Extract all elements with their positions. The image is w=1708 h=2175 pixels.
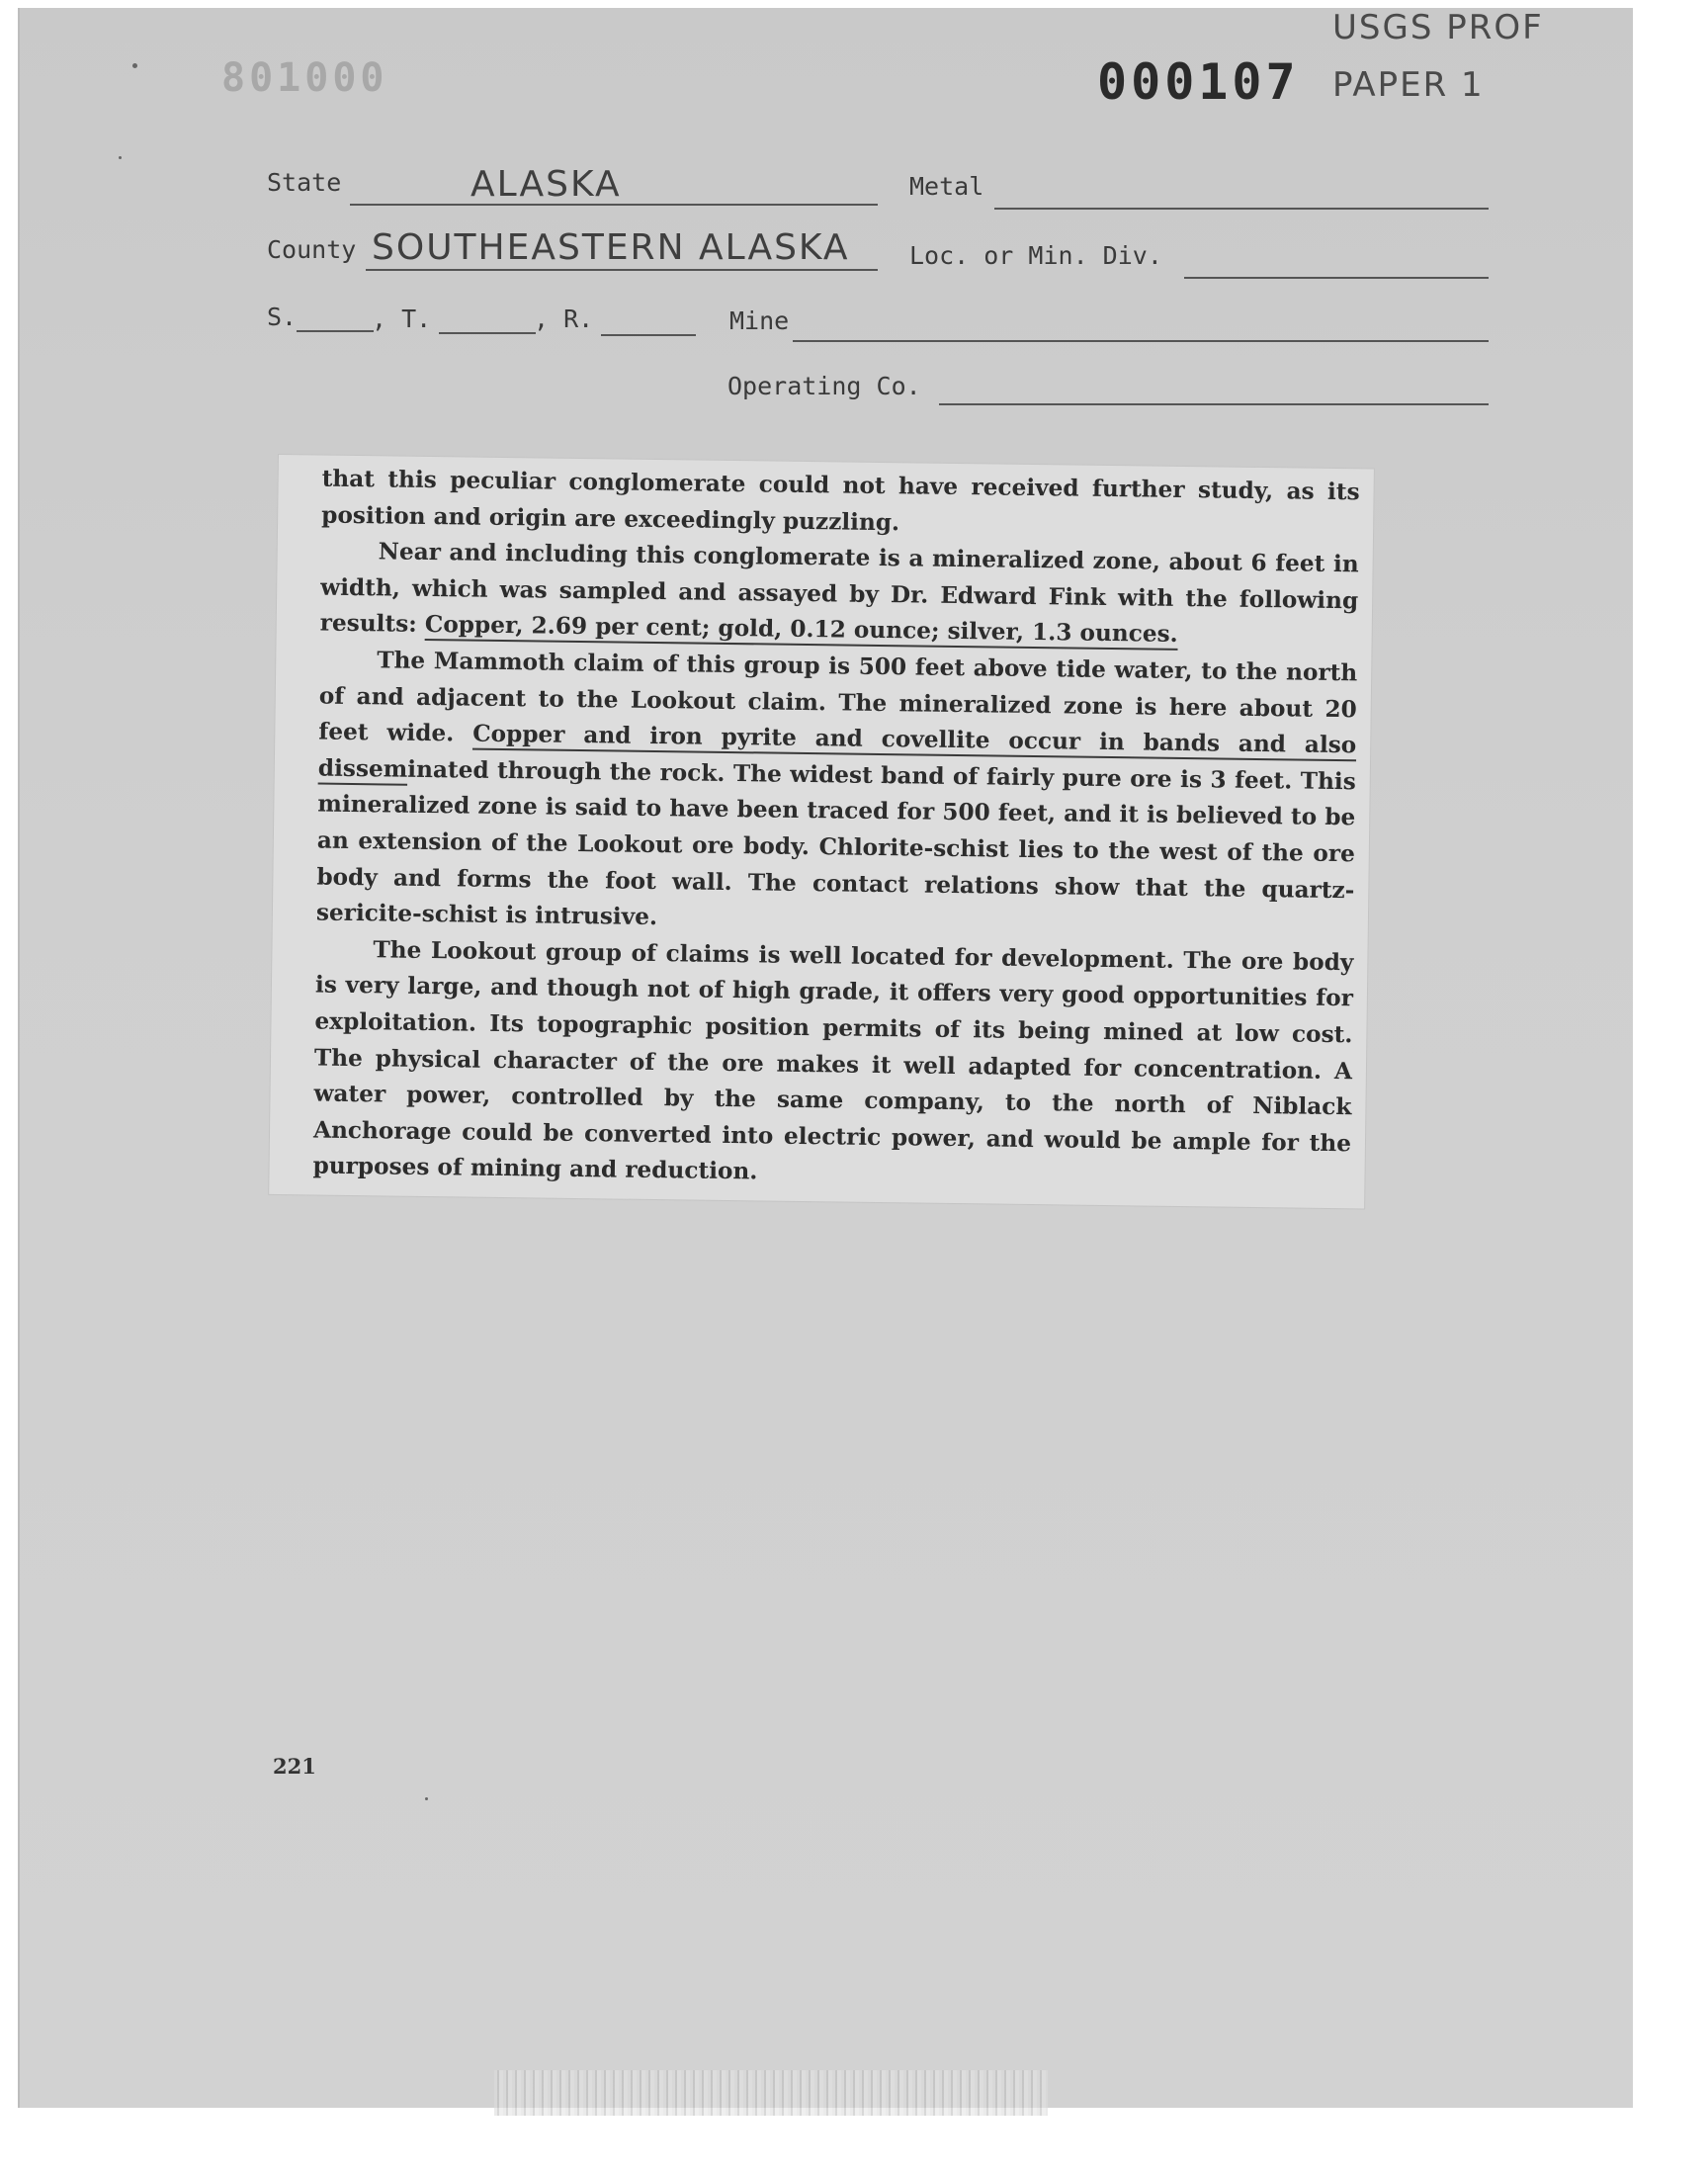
operating-company-underline — [939, 403, 1489, 405]
scan-speck — [425, 1797, 428, 1800]
scan-edge-artifact — [494, 2070, 1048, 2116]
loc-underline — [1184, 277, 1489, 279]
state-label: State — [267, 168, 342, 197]
township-underline — [439, 332, 536, 334]
assay-results-underlined: Copper, 2.69 per cent; gold, 0.12 ounce; silver, 1.3 ounces. — [424, 611, 1178, 649]
paragraph-3-rest: inated through the rock. The widest band of fairly pure ore is 3 feet. This mineralized zone is said to have been traced for 500 feet, and it is believed to be an extension of the Lookout ore body. Chlorite-schist lies to the west of the ore body and forms the foot wall. The contact relations show that the quartz-sericite-schist is intrusive. — [315, 755, 1356, 931]
metal-label: Metal — [909, 172, 984, 201]
pasted-text-clipping — [269, 455, 1374, 1208]
scan-speck — [119, 156, 122, 159]
state-value: ALASKA — [470, 164, 622, 205]
paragraph-3-text: The Mammoth claim of this group is 500 feet above tide water, to the north of and adjacent to the Lookout claim. The mineralized zone is here about 20 feet wide. — [318, 647, 1358, 747]
mine-label: Mine — [729, 306, 790, 335]
loc-label: Loc. or Min. Div. — [909, 241, 1162, 270]
ore-minerals-underlined: Copper and iron pyrite and covellite occur in bands and also dissem — [317, 720, 1357, 783]
document-stamp-number: 000107 — [1097, 53, 1300, 111]
form-sheet — [18, 8, 1633, 2108]
clipping-paragraph-2 — [320, 534, 1359, 656]
faint-stamp-number: 801000 — [221, 55, 388, 101]
mine-underline — [793, 340, 1489, 342]
operating-company-label: Operating Co. — [727, 372, 921, 400]
page-footer-number: 221 — [273, 1754, 316, 1779]
header-note-line1: USGS PROF — [1332, 8, 1544, 47]
county-label: County — [267, 235, 357, 264]
range-underline — [601, 334, 696, 336]
header-note-line2: PAPER 1 — [1332, 65, 1485, 105]
section-underline — [297, 330, 374, 332]
range-label: , R. — [534, 304, 594, 333]
clipping-paragraph-3 — [316, 643, 1358, 945]
county-value: SOUTHEASTERN ALASKA — [372, 227, 850, 268]
clipping-paragraph-4: The Lookout group of claims is well located for development. The ore body is very large, and though not of high grade, it offers very good opportunities for exploitation. Its topographic position permits of its being mined at low cost. The physical character of the ore makes it well adapted for concentration. A water power, controlled by the same company, to the north of Niblack Anchorage could be converted into electric power, and would be ample for the purposes of mining and reduction. — [312, 936, 1354, 1185]
paragraph-2-text: Near and including this conglomerate is a mineralized zone, about 6 feet in width, which was sampled and assayed by Dr. Edward Fink with the following results: — [319, 538, 1359, 639]
clipping-text — [312, 462, 1359, 1199]
clipping-paragraph-1: that this peculiar conglomerate could not have received further study, as its position and origin are exceedingly puzzling. — [321, 465, 1360, 536]
section-label: S. — [267, 303, 298, 331]
county-underline — [366, 269, 878, 271]
metal-underline — [994, 208, 1489, 210]
scan-speck — [132, 63, 137, 68]
township-label: , T. — [372, 304, 432, 333]
